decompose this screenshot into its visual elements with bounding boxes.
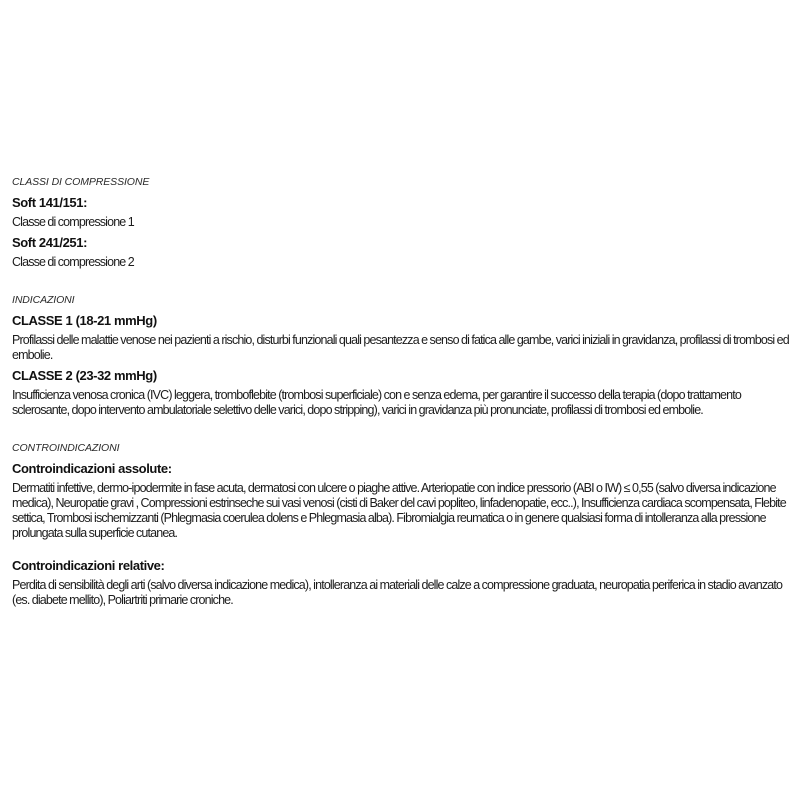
compression-class-2-value: Classe di compressione 2 <box>12 255 134 269</box>
class-2-pressure-heading: CLASSE 2 (23-32 mmHg) <box>12 368 157 383</box>
class-1-indications-paragraph: Profilassi delle malattie venose nei pazienti a rischio, disturbi funzionali quali pesantezza e senso di fatica alle gambe, varici iniziali in gravidanza, profilassi di trombosi ed embolie. <box>12 333 789 362</box>
section-compression-classes <box>12 175 792 270</box>
class-2-indications-paragraph: Insufficienza venosa cronica (IVC) leggera, tromboflebite (trombosi superficiale) con e senza edema, per garantire il successo della terapia (dopo trattamento sclerosante, dopo intervento ambulatoriale selettivo delle varici, dopo stripping), varici in gravidanza più pronunciate, profilassi di trombosi ed embolie. <box>12 388 741 417</box>
section-indications <box>12 293 792 418</box>
section-heading-indications: INDICAZIONI <box>12 294 75 306</box>
product-model-soft-141-151: Soft 141/151: <box>12 195 88 210</box>
relative-contraindications-heading: Controindicazioni relative: <box>12 558 165 573</box>
section-contraindications <box>12 441 792 608</box>
compression-class-1-value: Classe di compressione 1 <box>12 215 134 229</box>
relative-contraindications-paragraph: Perdita di sensibilità degli arti (salvo diversa indicazione medica), intolleranza ai materiali delle calze a compressione graduata, neuropatia periferica in stadio avanzato (es. diabete mellito), Poliartriti primarie croniche. <box>12 578 783 607</box>
section-heading-contraindications: CONTROINDICAZIONI <box>12 442 120 454</box>
absolute-contraindications-heading: Controindicazioni assolute: <box>12 461 172 476</box>
class-1-pressure-heading: CLASSE 1 (18-21 mmHg) <box>12 313 157 328</box>
product-model-soft-241-251: Soft 241/251: <box>12 235 88 250</box>
section-heading-compression-classes: CLASSI DI COMPRESSIONE <box>12 176 150 188</box>
absolute-contraindications-paragraph: Dermatiti infettive, dermo-ipodermite in fase acuta, dermatosi con ulcere o piaghe attive. Arteriopatie con indice pressorio (ABI o IW) ≤ 0,55 (salvo diversa indicazione medica), Neuropatie gravi , Compressioni estrinseche sui vasi venosi (cisti di Baker del cavi popliteo, linfadenopatie, ecc..), Insufficienza cardiaca scompensata, Flebite settica, Trombosi ischemizzanti (Phlegmasia coerulea dolens e Phlegmasia alba). Fibromialgia reumatica o in genere qualsiasi forma di intolleranza alla pressione prolungata sulla superficie cutanea. <box>12 481 786 540</box>
